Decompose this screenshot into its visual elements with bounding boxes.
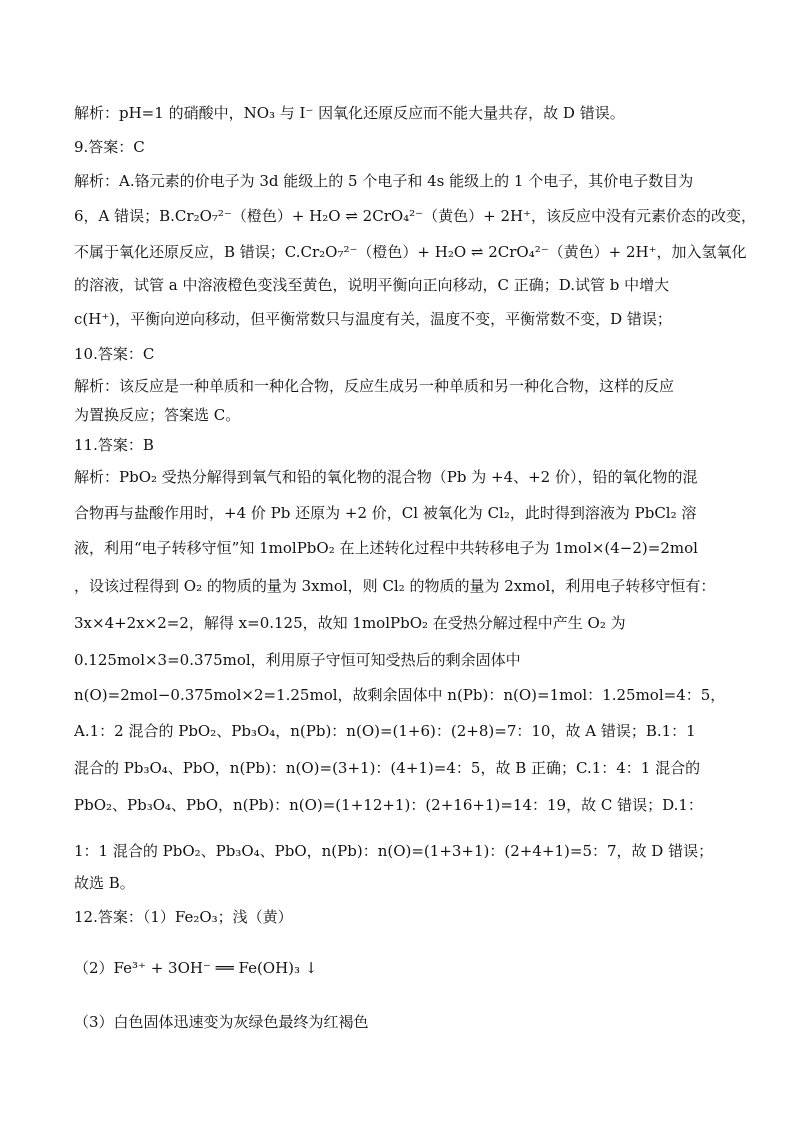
analysis-9-line-3: 不属于氧化还原反应，B 错误；C.Cr₂O₇²⁻（橙色）+ H₂O ⇌ 2CrO₄²⁻（黄色）+ 2H⁺，加入氢氧化 [74, 243, 747, 261]
analysis-10-line-1: 解析：该反应是一种单质和一种化合物，反应生成另一种单质和另一种化合物，这样的反应 [74, 377, 675, 395]
analysis-9-line-1: 解析：A.铬元素的价电子为 3d 能级上的 5 个电子和 4s 能级上的 1 个电子，其价电子数目为 [74, 172, 694, 190]
analysis-11-line-5: 3x×4+2x×2=2，解得 x=0.125，故知 1molPbO₂ 在受热分解过程中产生 O₂ 为 [74, 614, 626, 632]
analysis-11-line-1: 解析：PbO₂ 受热分解得到氧气和铅的氧化物的混合物（Pb 为 +4、+2 价），铅的氧化物的混 [74, 468, 698, 486]
analysis-9-line-4: 的溶液，试管 a 中溶液橙色变浅至黄色，说明平衡向正向移动，C 正确；D.试管 b 中增大 [74, 276, 670, 294]
analysis-11-line-6: 0.125mol×3=0.375mol，利用原子守恒可知受热后的剩余固体中 [74, 651, 521, 669]
answer-12-part-1: 12.答案：（1）Fe₂O₃；浅（黄） [74, 908, 293, 926]
analysis-11-line-7: n(O)=2mol−0.375mol×2=1.25mol，故剩余固体中 n(Pb)：n(O)=1mol：1.25mol=4：5， [74, 686, 726, 704]
answer-12-part-2: （2）Fe³⁺ + 3OH⁻ ══ Fe(OH)₃ ↓ [74, 959, 318, 977]
analysis-11-line-11: 1：1 混合的 PbO₂、Pb₃O₄、PbO，n(Pb)：n(O)=(1+3+1)：(2+4+1)=5：7，故 D 错误； [74, 842, 714, 860]
analysis-9-line-2: 6，A 错误；B.Cr₂O₇²⁻（橙色）+ H₂O ⇌ 2CrO₄²⁻（黄色）+ 2H⁺，该反应中没有元素价态的改变， [74, 207, 756, 225]
analysis-11-line-3: 液，利用“电子转移守恒”知 1molPbO₂ 在上述转化过程中共转移电子为 1mol×(4−2)=2mol [74, 539, 698, 557]
analysis-9-line-5: c(H⁺)，平衡向逆向移动，但平衡常数只与温度有关，温度不变，平衡常数不变，D 错误； [74, 310, 672, 328]
analysis-11-line-10: PbO₂、Pb₃O₄、PbO，n(Pb)：n(O)=(1+12+1)：(2+16+1)=14：19，故 C 错误；D.1： [74, 796, 703, 814]
analysis-8-line: 解析：pH=1 的硝酸中，NO₃ 与 I⁻ 因氧化还原反应而不能大量共存，故 D 错误。 [74, 104, 625, 122]
answer-11: 11.答案：B [74, 436, 154, 454]
analysis-11-line-8: A.1：2 混合的 PbO₂、Pb₃O₄，n(Pb)：n(O)=(1+6)：(2+8)=7：10，故 A 错误；B.1：1 [74, 722, 696, 740]
analysis-11-line-12: 故选 B。 [74, 874, 135, 892]
analysis-10-line-2: 为置换反应；答案选 C。 [74, 406, 241, 424]
answer-9: 9.答案：C [74, 138, 145, 156]
analysis-11-line-2: 合物再与盐酸作用时，+4 价 Pb 还原为 +2 价，Cl 被氧化为 Cl₂，此时得到溶液为 PbCl₂ 溶 [74, 504, 697, 522]
analysis-11-line-4: ，设该过程得到 O₂ 的物质的量为 3xmol，则 Cl₂ 的物质的量为 2xmol，利用电子转移守恒有： [74, 577, 716, 595]
answer-10: 10.答案：C [74, 345, 155, 363]
answer-12-part-3: （3）白色固体迅速变为灰绿色最终为红褐色 [74, 1013, 369, 1031]
analysis-11-line-9: 混合的 Pb₃O₄、PbO，n(Pb)：n(O)=(3+1)：(4+1)=4：5，故 B 正确；C.1：4：1 混合的 [74, 759, 701, 777]
